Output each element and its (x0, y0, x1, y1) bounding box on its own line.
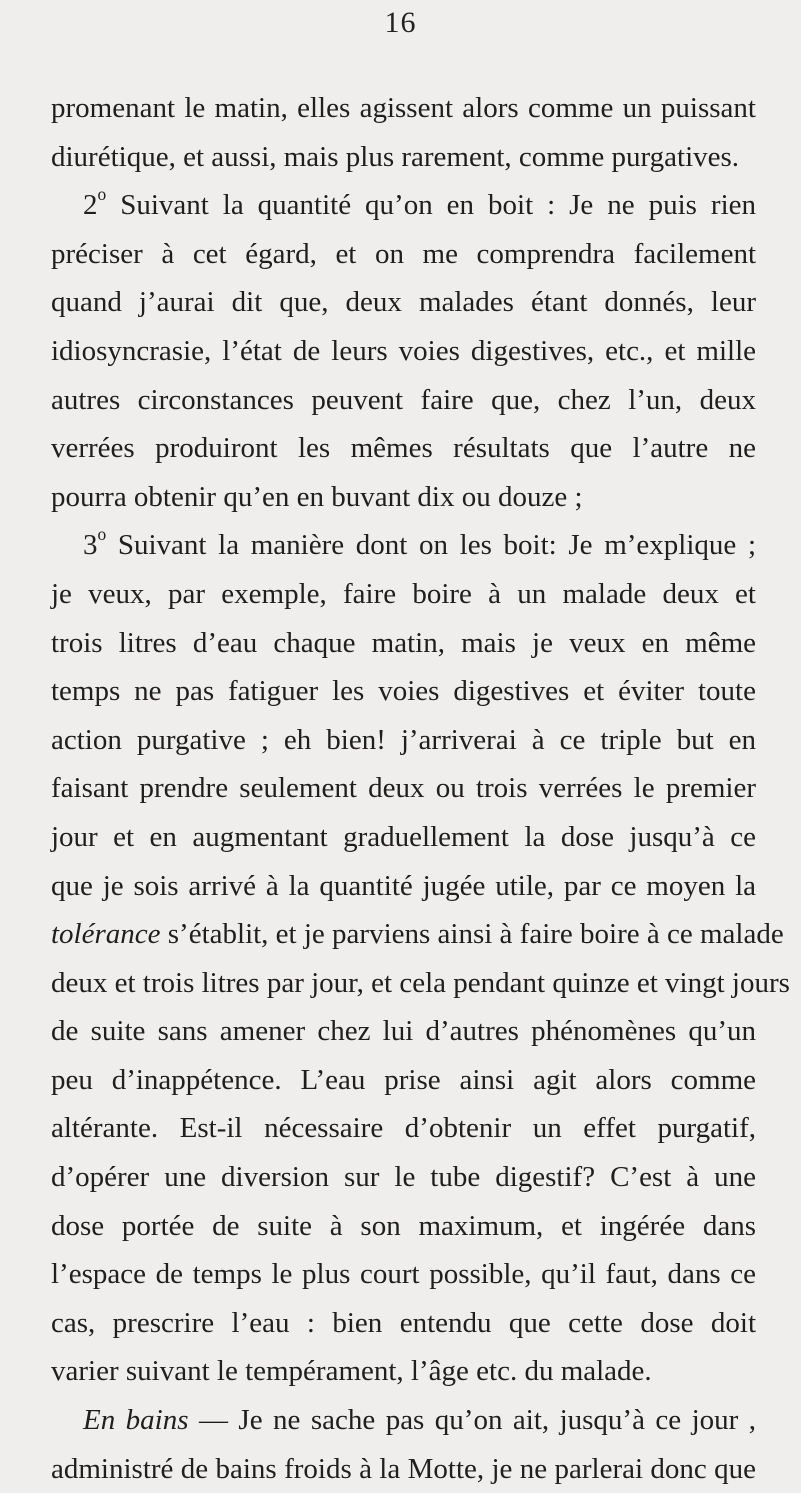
text-line: 3$^o$ Suivant la manière dont on les boit: Je m’explique ; (83, 524, 756, 562)
text-line: peu d’inappétence. L’eau prise ainsi agit alors comme (51, 1063, 756, 1096)
page-number: 16 (384, 6, 417, 39)
text-line: dose portée de suite à son maximum, et ingérée dans (51, 1209, 756, 1242)
text-line: l’espace de temps le plus court possible, qu’il faut, dans ce (51, 1258, 756, 1291)
text-line: pourra obtenir qu’en en buvant dix ou douze ; (51, 480, 583, 513)
list-marker: 2$^o$ (83, 184, 107, 222)
list-marker: 3$^o$ (83, 524, 107, 562)
italic-term: tolérance (51, 918, 161, 951)
body-text (51, 84, 790, 1493)
text-line: je veux, par exemple, faire boire à un malade deux et (51, 577, 756, 610)
text-line: quand j’aurai dit que, deux malades étant donnés, leur (51, 286, 756, 319)
text-line: autres circonstances peuvent faire que, chez l’un, deux (51, 383, 756, 416)
text-line: jour et en augmentant graduellement la dose jusqu’à ce (51, 820, 756, 853)
text-line: En bains — Je ne sache pas qu’on ait, jusqu’à ce jour , (83, 1404, 757, 1437)
text-line: 2$^o$ Suivant la quantité qu’on en boit : Je ne puis rien (83, 184, 757, 222)
text-line: temps ne pas fatiguer les voies digestives et éviter toute (51, 675, 756, 708)
text-line: administré de bains froids à la Motte, je ne parlerai donc que (51, 1452, 756, 1485)
text-line: idiosyncrasie, l’état de leurs voies digestives, etc., et mille (51, 334, 756, 367)
text-line: cas, prescrire l’eau : bien entendu que cette dose doit (51, 1306, 756, 1339)
text-line: de suite sans amener chez lui d’autres phénomènes qu’un (51, 1015, 756, 1048)
text-line: que je sois arrivé à la quantité jugée utile, par ce moyen la (51, 869, 756, 902)
text-line: préciser à cet égard, et on me comprendra facilement (51, 237, 756, 270)
text-line: diurétique, et aussi, mais plus rarement, comme purgatives. (51, 140, 740, 173)
text-line: faisant prendre seulement deux ou trois verrées le premier (51, 772, 756, 805)
italic-heading: En bains (83, 1404, 189, 1437)
text-line: deux et trois litres par jour, et cela pendant quinze et vingt jours (51, 966, 790, 999)
text-line: tolérance s’établit, et je parviens ainsi à faire boire à ce malade (51, 918, 784, 951)
text-line: altérante. Est-il nécessaire d’obtenir un effet purgatif, (51, 1112, 756, 1145)
text-line: action purgative ; eh bien! j’arriverai à ce triple but en (51, 723, 756, 756)
text-line: d’opérer une diversion sur le tube digestif? C’est à une (51, 1161, 756, 1194)
text-line: verrées produiront les mêmes résultats que l’autre ne (51, 432, 756, 465)
text-line: varier suivant le tempérament, l’âge etc. du malade. (51, 1355, 652, 1388)
text-line: trois litres d’eau chaque matin, mais je veux en même (51, 626, 756, 659)
text-line: promenant le matin, elles agissent alors comme un puissant (51, 92, 756, 124)
